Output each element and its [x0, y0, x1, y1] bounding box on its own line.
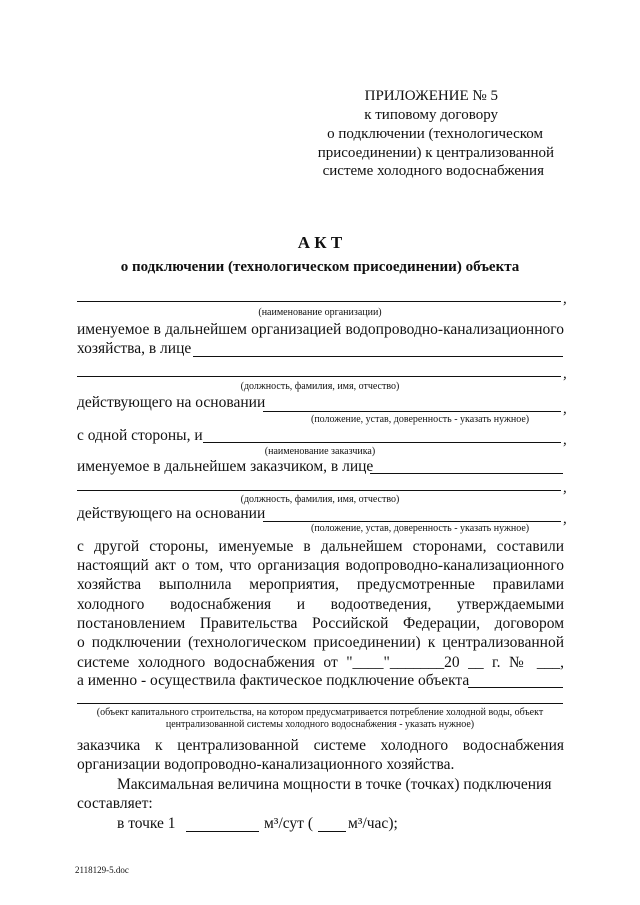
comma: ,: [563, 511, 567, 527]
body-line-3: хозяйства выполнила мероприятия, предусмотренные правилами: [77, 576, 564, 593]
capacity-line-1: Максимальная величина мощности в точке (точках) подключения: [117, 776, 552, 793]
body-line-5: постановлением Правительства Российской Федерации, договором: [77, 615, 564, 632]
representative-blank-1[interactable]: [193, 356, 563, 357]
basis-blank-1[interactable]: [263, 411, 561, 412]
act-title: А К Т: [297, 233, 343, 252]
basis-label-1: действующего на основании: [77, 394, 266, 411]
caption-position-1: (должность, фамилия, имя, отчество): [240, 381, 400, 392]
comma: ,: [563, 401, 567, 417]
body-line-1: с другой стороны, именуемые в дальнейшем сторонами, составили: [77, 538, 564, 555]
caption-object-1: (объект капитального строительства, на котором предусматривается потребление холодной воды, объект: [96, 707, 544, 718]
object-blank[interactable]: [468, 687, 563, 688]
unit-daily: м³/сут (: [264, 815, 313, 832]
body-line-2: настоящий акт о том, что организация водопроводно-канализационного: [77, 557, 564, 574]
caption-position-2: (должность, фамилия, имя, отчество): [240, 494, 400, 505]
representative-blank-2[interactable]: [370, 473, 563, 474]
paragraph-2-line-2: организации водопроводно-канализационного хозяйства.: [77, 756, 455, 773]
comma: ,: [563, 291, 567, 307]
position-blank-1[interactable]: [77, 376, 561, 377]
appendix-line-3: присоединении) к централизованной: [317, 145, 554, 161]
comma: ,: [563, 480, 567, 496]
basis-blank-2[interactable]: [263, 521, 561, 522]
caption-basis-2: (положение, устав, доверенность - указать нужное): [311, 523, 530, 534]
hourly-capacity-blank[interactable]: [318, 831, 346, 832]
appendix-line-1: к типовому договору: [364, 107, 498, 123]
point-prefix: в точке 1: [117, 815, 176, 832]
caption-customer-name: (наименование заказчика): [264, 446, 376, 457]
comma: ,: [563, 432, 567, 448]
caption-object-2: централизованной системы холодного водоснабжения - указать нужное): [165, 719, 475, 730]
date-line[interactable]: системе холодного водоснабжения от "____"_______20 __ г. № ___,: [77, 654, 564, 671]
appendix-line-4: системе холодного водоснабжения: [322, 163, 544, 179]
appendix-line-2: о подключении (технологическом: [327, 126, 543, 142]
org-line-2: хозяйства, в лице: [77, 340, 192, 357]
caption-org-name: (наименование организации): [258, 307, 382, 318]
customer-name-blank[interactable]: [203, 442, 561, 443]
capacity-line-2: составляет:: [77, 795, 153, 812]
basis-label-2: действующего на основании: [77, 505, 266, 522]
object-blank-full[interactable]: [77, 703, 563, 704]
side-one-label: с одной стороны, и: [77, 427, 203, 444]
daily-capacity-blank[interactable]: [186, 831, 259, 832]
caption-basis-1: (положение, устав, доверенность - указать нужное): [311, 414, 530, 425]
appendix-title: ПРИЛОЖЕНИЕ № 5: [364, 88, 498, 104]
body-line-4: холодного водоснабжения и водоотведения, утверждаемыми: [77, 596, 564, 613]
document-id: 2118129-5.doc: [75, 865, 129, 875]
unit-hourly: м³/час);: [348, 815, 398, 832]
body-line-6: о подключении (технологическом присоединении) к централизованной: [77, 634, 564, 651]
org-line-1: именуемое в дальнейшем организацией водопроводно-канализационного: [77, 321, 564, 338]
org-name-blank[interactable]: [77, 301, 561, 302]
act-subtitle: о подключении (технологическом присоединении) объекта: [120, 259, 520, 275]
connection-line: а именно - осуществила фактическое подключение объекта: [77, 672, 470, 689]
paragraph-2-line-1: заказчика к централизованной системе холодного водоснабжения: [77, 737, 564, 754]
position-blank-2[interactable]: [77, 490, 561, 491]
customer-line: именуемое в дальнейшем заказчиком, в лице: [77, 458, 374, 475]
comma: ,: [563, 366, 567, 382]
